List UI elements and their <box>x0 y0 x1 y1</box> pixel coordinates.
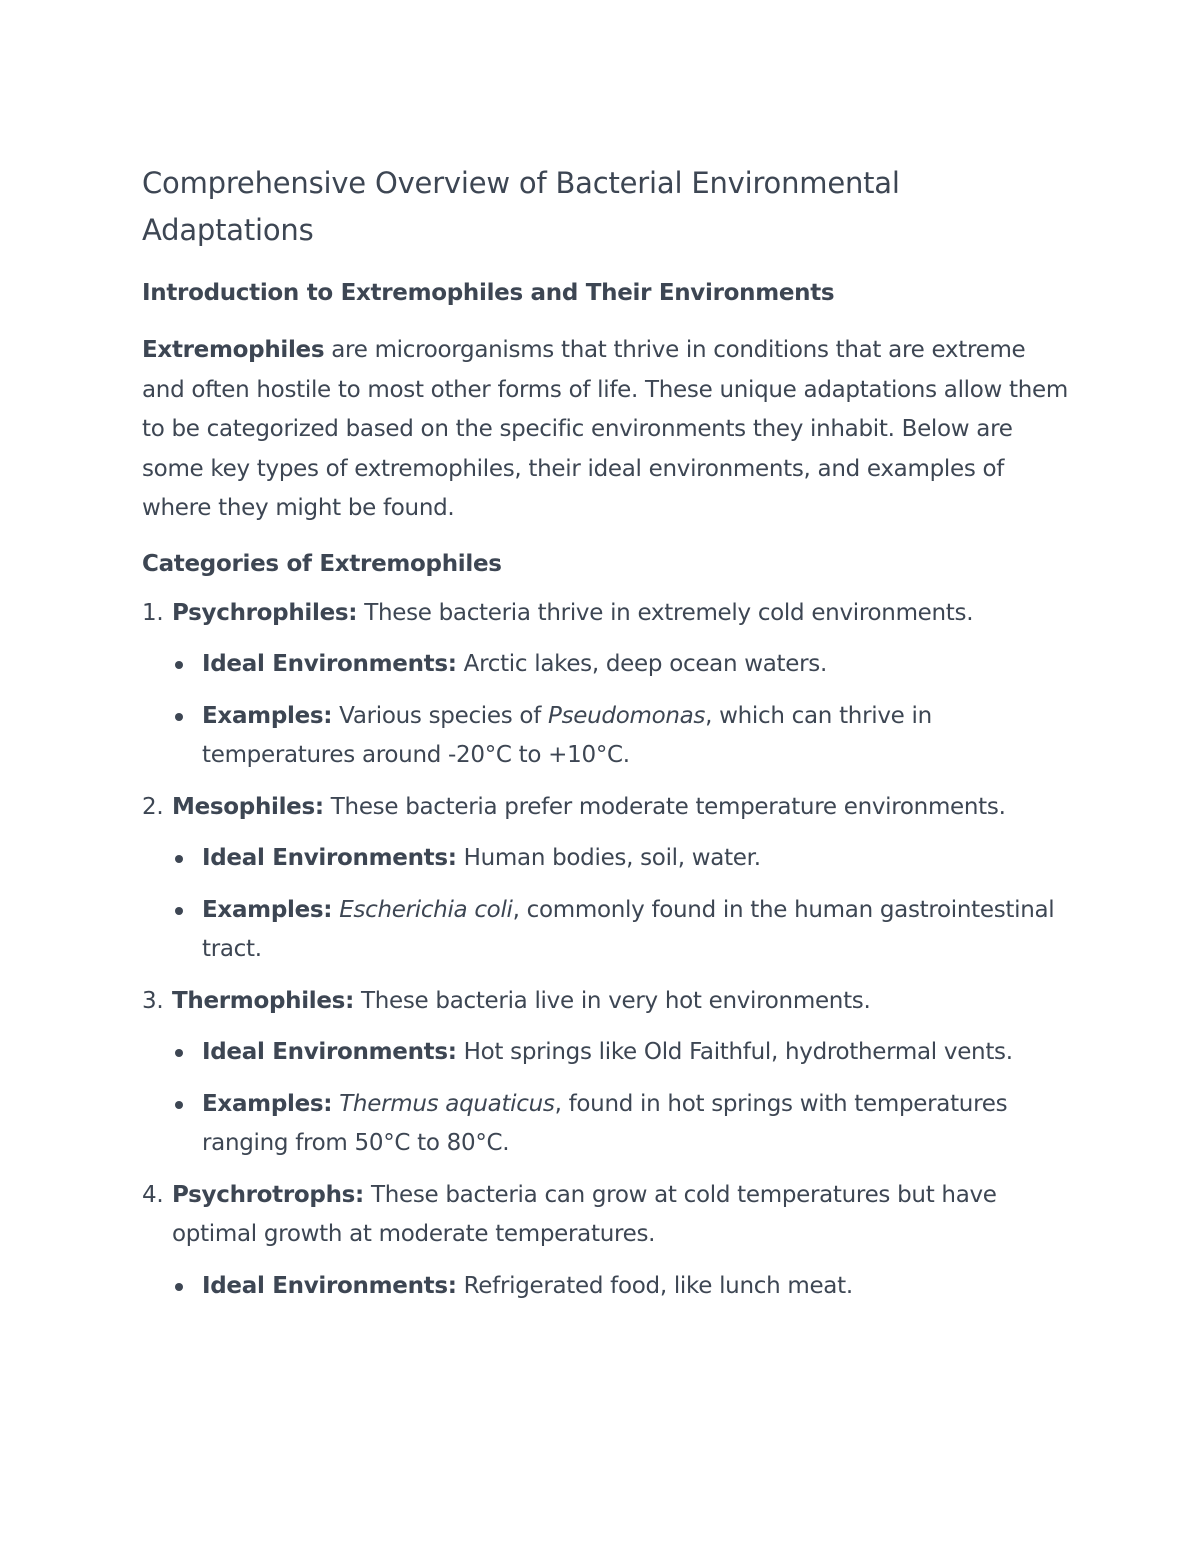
category-name: Thermophiles: <box>172 987 354 1014</box>
category-details <box>172 645 1072 776</box>
category-name: Psychrotrophs: <box>172 1181 364 1208</box>
intro-heading: Introduction to Extremophiles and Their Environments <box>142 280 835 306</box>
detail-label: Examples: <box>202 702 333 729</box>
bullet-icon <box>175 1049 183 1057</box>
category-description: These bacteria thrive in extremely cold environments. <box>357 599 974 626</box>
detail-text: Various species of <box>332 702 549 729</box>
detail-label: Examples: <box>202 1090 333 1117</box>
bullet-icon <box>175 1101 183 1109</box>
detail-label: Examples: <box>202 896 333 923</box>
detail-item <box>172 645 1072 685</box>
detail-label: Ideal Environments: <box>202 845 457 871</box>
category-item <box>142 982 1072 1164</box>
bullet-icon <box>175 661 183 669</box>
bullet-icon <box>175 907 183 915</box>
category-name: Mesophiles: <box>172 793 324 820</box>
detail-label: Ideal Environments: <box>202 1272 457 1299</box>
document-title: Comprehensive Overview of Bacterial Environmental Adaptations <box>142 166 900 247</box>
detail-label: Ideal Environments: <box>202 651 457 677</box>
detail-item <box>172 839 1072 879</box>
category-number: 3. <box>142 987 164 1014</box>
category-details <box>172 1267 1072 1307</box>
intro-paragraph <box>142 331 1072 529</box>
bullet-icon <box>175 713 183 721</box>
bullet-icon <box>175 1283 183 1291</box>
detail-item <box>172 1085 1072 1164</box>
detail-text: Arctic lakes, deep ocean waters. <box>456 651 827 677</box>
detail-item <box>172 697 1072 776</box>
category-details <box>172 1033 1072 1164</box>
detail-text: Hot springs like Old Faithful, hydrothermal vents. <box>456 1039 1013 1065</box>
category-details <box>172 839 1072 970</box>
detail-text: , commonly found in the human gastrointestinal tract. <box>202 896 1055 962</box>
species-name: Escherichia coli <box>339 896 513 923</box>
category-description: These bacteria prefer moderate temperature environments. <box>323 793 1006 820</box>
categories-list <box>142 594 1072 1307</box>
detail-item <box>172 891 1072 970</box>
detail-text: , which can thrive in temperatures around -20°C to +10°C. <box>202 702 932 768</box>
detail-item <box>172 1033 1072 1073</box>
intro-text: are microorganisms that thrive in conditions that are extreme and often hostile to most other forms of life. These unique adaptations allow them to be categorized based on the specific environments they inhabit. Below are some key types of extremophiles, their ideal environments, and examples of where they might be found. <box>142 337 1068 521</box>
intro-term: Extremophiles <box>142 337 325 363</box>
category-number: 1. <box>142 599 164 626</box>
species-name: Thermus aquaticus <box>339 1090 555 1117</box>
category-number: 4. <box>142 1181 164 1208</box>
category-item <box>142 1176 1072 1307</box>
species-name: Pseudomonas <box>548 702 706 729</box>
document-page <box>142 160 1072 1318</box>
category-name: Psychrophiles: <box>172 599 358 626</box>
category-item <box>142 788 1072 970</box>
category-number: 2. <box>142 793 164 820</box>
categories-heading: Categories of Extremophiles <box>142 550 502 577</box>
category-description: These bacteria live in very hot environments. <box>353 987 871 1014</box>
detail-text: Refrigerated food, like lunch meat. <box>456 1272 853 1299</box>
detail-text: Human bodies, soil, water. <box>456 845 761 871</box>
detail-label: Ideal Environments: <box>202 1039 457 1065</box>
category-description: These bacteria can grow at cold temperatures but have optimal growth at moderate temperatures. <box>172 1181 997 1247</box>
category-item <box>142 594 1072 776</box>
bullet-icon <box>175 855 183 863</box>
detail-item <box>172 1267 1072 1307</box>
detail-text: , found in hot springs with temperatures ranging from 50°C to 80°C. <box>202 1090 1008 1156</box>
